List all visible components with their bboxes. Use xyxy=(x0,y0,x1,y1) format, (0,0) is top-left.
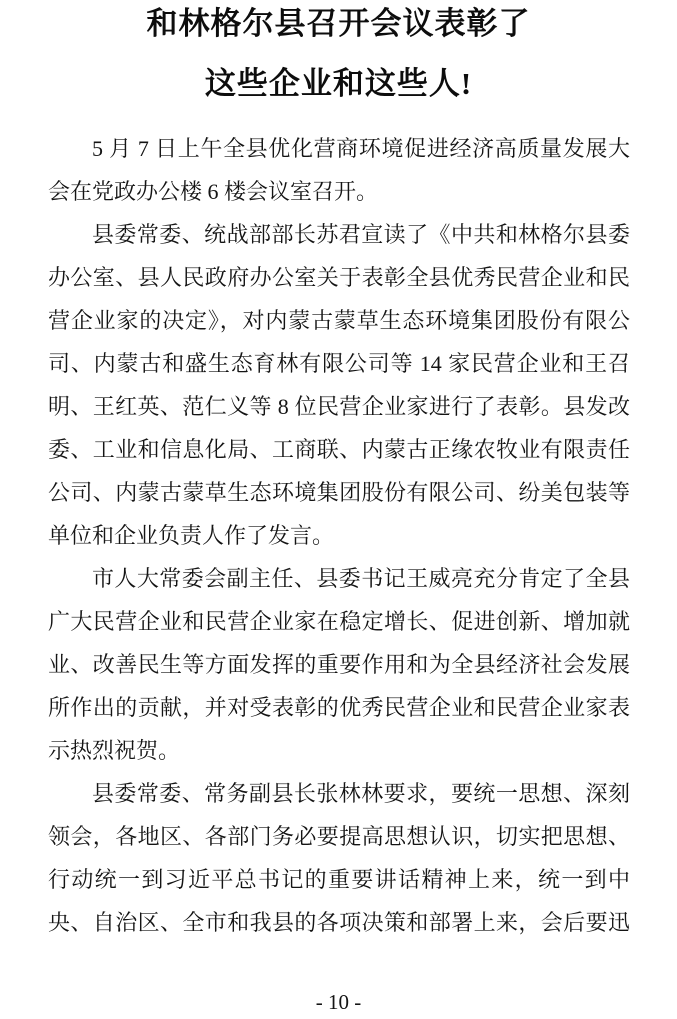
body-text-line: 明、王红英、范仁义等 8 位民营企业家进行了表彰。县发改 xyxy=(48,394,630,419)
body-text-line: 领会，各地区、各部门务必要提高思想认识，切实把思想、 xyxy=(48,824,630,849)
body-text-line: 所作出的贡献，并对受表彰的优秀民营企业和民营企业家表 xyxy=(48,695,630,720)
body-text-line: 行动统一到习近平总书记的重要讲话精神上来，统一到中 xyxy=(48,867,630,892)
body-text-line: 县委常委、常务副县长张林林要求，要统一思想、深刻 xyxy=(92,781,630,806)
title-line-1: 和林格尔县召开会议表彰了 xyxy=(146,6,531,41)
body-text-line: 会在党政办公楼 6 楼会议室召开。 xyxy=(48,179,379,204)
body-text-line: 公司、内蒙古蒙草生态环境集团股份有限公司、纷美包装等 xyxy=(48,480,630,505)
page-number: - 10 - xyxy=(315,990,362,1014)
body-text-line: 广大民营企业和民营企业家在稳定增长、促进创新、增加就 xyxy=(48,609,630,634)
title-line-2: 这些企业和这些人! xyxy=(204,66,473,101)
body-text-line: 示热烈祝贺。 xyxy=(48,738,181,763)
body-text-line: 办公室、县人民政府办公室关于表彰全县优秀民营企业和民 xyxy=(48,265,630,290)
page-footer xyxy=(0,990,677,1014)
body-text-line: 营企业家的决定》，对内蒙古蒙草生态环境集团股份有限公 xyxy=(48,308,630,333)
body-text-line: 市人大常委会副主任、县委书记王威亮充分肯定了全县 xyxy=(92,566,630,591)
body-text-line: 委、工业和信息化局、工商联、内蒙古正缘农牧业有限责任 xyxy=(48,437,630,462)
body-text-line: 5 月 7 日上午全县优化营商环境促进经济高质量发展大 xyxy=(92,136,630,161)
document-title xyxy=(0,0,677,114)
body-text-line: 单位和企业负责人作了发言。 xyxy=(48,523,335,548)
body-text-line: 业、改善民生等方面发挥的重要作用和为全县经济社会发展 xyxy=(48,652,630,677)
body-text-line: 央、自治区、全市和我县的各项决策和部署上来，会后要迅 xyxy=(48,910,630,935)
body-text-line: 司、内蒙古和盛生态育林有限公司等 14 家民营企业和王召 xyxy=(48,351,630,376)
body-text-line: 县委常委、统战部部长苏君宣读了《中共和林格尔县委 xyxy=(92,222,630,247)
document-body xyxy=(48,127,630,944)
